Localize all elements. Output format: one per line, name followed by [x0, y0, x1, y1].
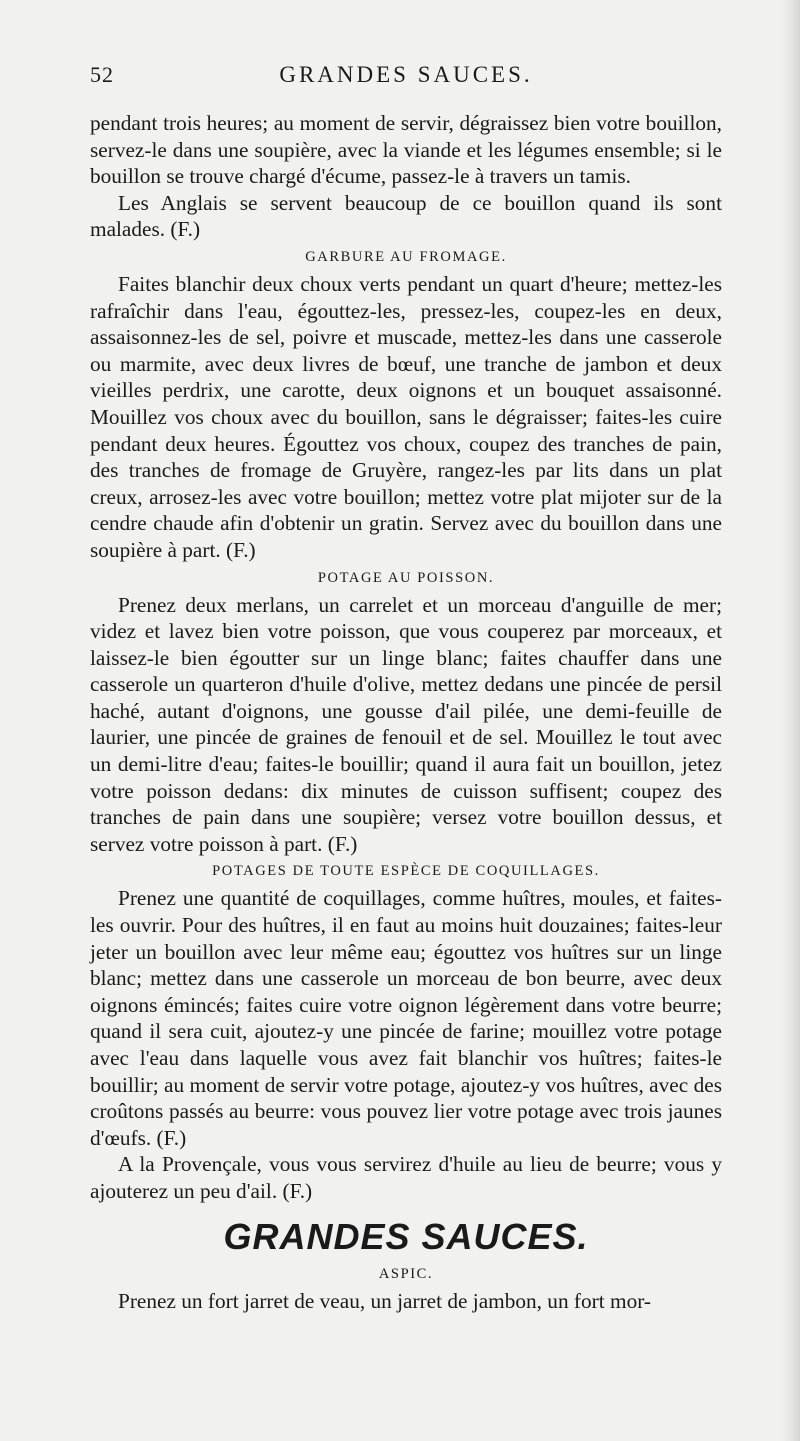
aspic-paragraph: Prenez un fort jarret de veau, un jarret de jambon, un fort mor-	[118, 1288, 651, 1313]
page-number: 52	[90, 62, 114, 87]
section-title-coquillages: POTAGES DE TOUTE ESPÈCE DE COQUILLAGES.	[212, 863, 600, 880]
running-head: GRANDES SAUCES.	[279, 62, 533, 87]
page-body	[90, 110, 722, 1314]
section-paragraph-garbure: Faites blanchir deux choux verts pendant un quart d'heure; mettez-les rafraîchir dans l'eau, égouttez-les, pressez-les, coupez-les en deux, assaisonnez-les de sel, poivre et muscade, mettez-les dans une casserole ou marmite, avec deux livres de bœuf, une tranche de jambon et deux vieilles perdrix, une carotte, deux oignons et un bouquet assaisonné. Mouillez vos choux avec du bouillon, sans le dégraisser; faites-les cuire pendant deux heures. Égouttez vos choux, coupez des tranches de pain, des tranches de fromage de Gruyère, rangez-les par lits dans un plat creux, arrosez-les avec votre bouillon; mettez votre plat mijoter sur de la cendre chaude afin d'obtenir un gratin. Servez avec du bouillon dans une soupière à part. (F.)	[90, 271, 722, 562]
section-title-potage-poisson: POTAGE AU POISSON.	[317, 569, 495, 586]
section-paragraph-provencale: A la Provençale, vous vous servirez d'huile au lieu de beurre; vous y ajouterez un peu d'ail. (F.)	[90, 1152, 722, 1203]
section-paragraph-potage-poisson: Prenez deux merlans, un carrelet et un morceau d'anguille de mer; videz et lavez bien votre poisson, que vous couperez par morceaux, et laissez-le bien égoutter sur un linge blanc; faites chauffer dans une casserole un quarteron d'huile d'olive, mettez dedans une pincée de persil haché, autant d'oignons, une gousse d'ail pilée, une demi-feuille de laurier, une pincée de graines de fenouil et de sel. Mouillez le tout avec un demi-litre d'eau; faites-le bouillir; quand il aura fait un bouillon, jetez votre poisson dedans: dix minutes de cuisson suffisent; coupez des tranches de pain dans une soupière; versez votre bouillon dessus, et servez votre poisson à part. (F.)	[90, 592, 722, 856]
page-header	[90, 62, 722, 92]
chapter-title: GRANDES SAUCES.	[223, 1215, 589, 1257]
subsection-title-aspic: ASPIC.	[378, 1265, 434, 1282]
section-title-garbure: GARBURE AU FROMAGE.	[305, 248, 507, 265]
intro-paragraph: pendant trois heures; au moment de servir, dégraissez bien votre bouillon, servez-le dans une soupière, avec la viande et les légumes ensemble; si le bouillon se trouve chargé d'écume, passez-le à travers un tamis.	[90, 111, 722, 189]
intro-note-paragraph: Les Anglais se servent beaucoup de ce bouillon quand ils sont malades. (F.)	[90, 190, 722, 242]
page-edge-shadow	[782, 0, 800, 1441]
section-paragraph-coquillages: Prenez une quantité de coquillages, comme huîtres, moules, et faites-les ouvrir. Pour des huîtres, il en faut au moins huit douzaines; faites-leur jeter un bouillon avec leur même eau; égouttez vos huîtres sur un linge blanc; mettez dans une casserole un morceau de bon beurre, avec deux oignons émincés; faites cuire votre oignon légèrement dans votre beurre; quand il sera cuit, ajoutez-y une pincée de farine; mouillez votre potage avec l'eau dans laquelle vous avez fait blanchir vos huîtres; faites-le bouillir; au moment de servir votre potage, ajoutez-y vos huîtres, avec des croûtons passés au beurre: vous pouvez lier votre potage avec trois jaunes d'œufs. (F.)	[90, 886, 722, 1150]
